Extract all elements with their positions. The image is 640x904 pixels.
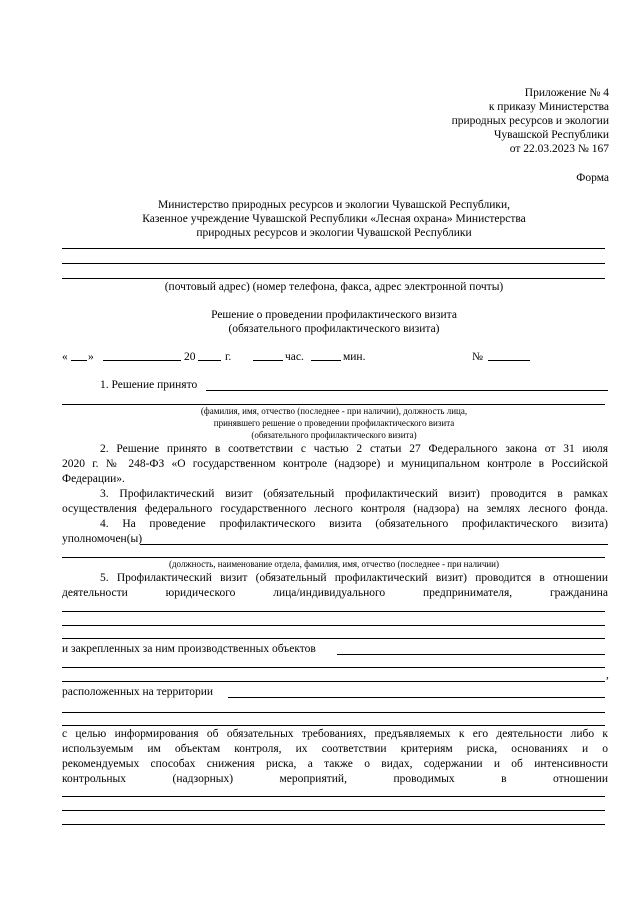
org-line: Казенное учреждение Чувашской Республики «Лесная охрана» Министерства (142, 213, 526, 225)
hours-label: час. (285, 351, 304, 363)
blank-line[interactable] (62, 263, 605, 264)
objects-field[interactable] (337, 654, 605, 655)
item2-text: 2020 г. № 248-ФЗ «О государственном контроле (надзоре) и муниципальном контроле в Российской (62, 458, 608, 470)
item4-caption: (должность, наименование отдела, фамилия, имя, отчество (последнее - при наличии) (168, 559, 499, 569)
appendix-line: природных ресурсов и экологии (451, 115, 609, 127)
purpose-text: с целью информирования об обязательных требованиях, предъявляемых к его деятельности либо к (62, 728, 608, 740)
item2-line (62, 442, 608, 457)
territory-label: расположенных на территории (62, 686, 214, 698)
purpose-text: рекомендуемых способах снижения риска, а также о видах, содержании и об интенсивности (62, 758, 608, 770)
blank-line[interactable] (62, 638, 605, 639)
blank-line[interactable] (62, 810, 605, 811)
item1-caption: (обязательного профилактического визита) (251, 430, 417, 440)
hours-field[interactable] (253, 350, 283, 361)
address-caption: (почтовый адрес) (номер телефона, факса, адрес электронной почты) (164, 281, 504, 293)
purpose-text: контрольных (надзорных) мероприятий, проводимых в отношении (62, 773, 608, 785)
org-line: Министерство природных ресурсов и экологии Чувашской Республики, (158, 199, 510, 211)
quote-open: « (62, 351, 68, 363)
blank-line[interactable] (62, 796, 605, 797)
document-title: Решение о проведении профилактического визита (211, 309, 457, 321)
item1-caption: (фамилия, имя, отчество (последнее - при наличии), должность лица, (200, 406, 468, 416)
year-prefix: 20 (184, 351, 196, 363)
appendix-line: от 22.03.2023 № 167 (509, 143, 609, 155)
blank-line[interactable] (62, 712, 605, 713)
blank-line[interactable] (62, 725, 605, 726)
day-field[interactable] (71, 350, 87, 361)
item3-text: 3. Профилактический визит (обязательный профилактический визит) проводится в рамках (100, 488, 608, 500)
item2-text: Федерации». (62, 473, 125, 485)
minutes-label: мин. (343, 351, 366, 363)
form-label: Форма (576, 172, 609, 184)
decision-number-field[interactable] (488, 350, 530, 361)
number-sign: № (472, 351, 483, 363)
blank-line[interactable] (62, 278, 605, 279)
item4-text: 4. На проведение профилактического визита (обязательного профилактического визита) (100, 518, 608, 530)
blank-line[interactable] (62, 625, 605, 626)
objects-label: и закрепленных за ним производственных объектов (62, 643, 316, 655)
item1-caption: принявшего решение о проведении профилактического визита (213, 418, 455, 428)
blank-line[interactable] (62, 248, 605, 249)
blank-line[interactable] (62, 404, 605, 405)
decision-maker-field[interactable] (206, 390, 608, 391)
item1-label: 1. Решение принято (100, 379, 198, 391)
item4-authorized-label: уполномочен(ы) (62, 533, 143, 545)
minutes-field[interactable] (311, 350, 341, 361)
blank-line[interactable] (62, 557, 605, 558)
org-line: природных ресурсов и экологии Чувашской Республики (196, 227, 472, 239)
appendix-line: Чувашской Республики (493, 129, 609, 141)
territory-field[interactable] (228, 697, 605, 698)
document-subtitle: (обязательного профилактического визита) (228, 323, 440, 335)
blank-line[interactable] (62, 667, 605, 668)
year-suffix: г. (225, 351, 232, 363)
item5-text: 5. Профилактический визит (обязательный профилактический визит) проводится в отношении (100, 572, 608, 584)
blank-line[interactable] (62, 611, 605, 612)
blank-line[interactable] (62, 824, 605, 825)
year-field[interactable] (198, 350, 221, 361)
quote-close: » (88, 351, 94, 363)
item5-text: деятельности юридического лица/индивидуального предпринимателя, гражданина (62, 587, 608, 599)
comma: , (606, 669, 609, 681)
item2-text: 2. Решение принято в соответствии с частью 2 статьи 27 Федерального закона от 31 июля (100, 443, 608, 455)
item3-text: осуществления федерального государственного лесного контроля (надзора) на землях лесного фонда. (62, 503, 608, 515)
month-field[interactable] (103, 350, 181, 361)
purpose-text: используемым им объектам контроля, их соответствии критериям риска, основаниях и о (62, 743, 608, 755)
appendix-line: к приказу Министерства (488, 101, 609, 113)
authorized-persons-field[interactable] (140, 544, 608, 545)
appendix-line: Приложение № 4 (524, 87, 609, 99)
blank-line[interactable] (62, 681, 605, 682)
